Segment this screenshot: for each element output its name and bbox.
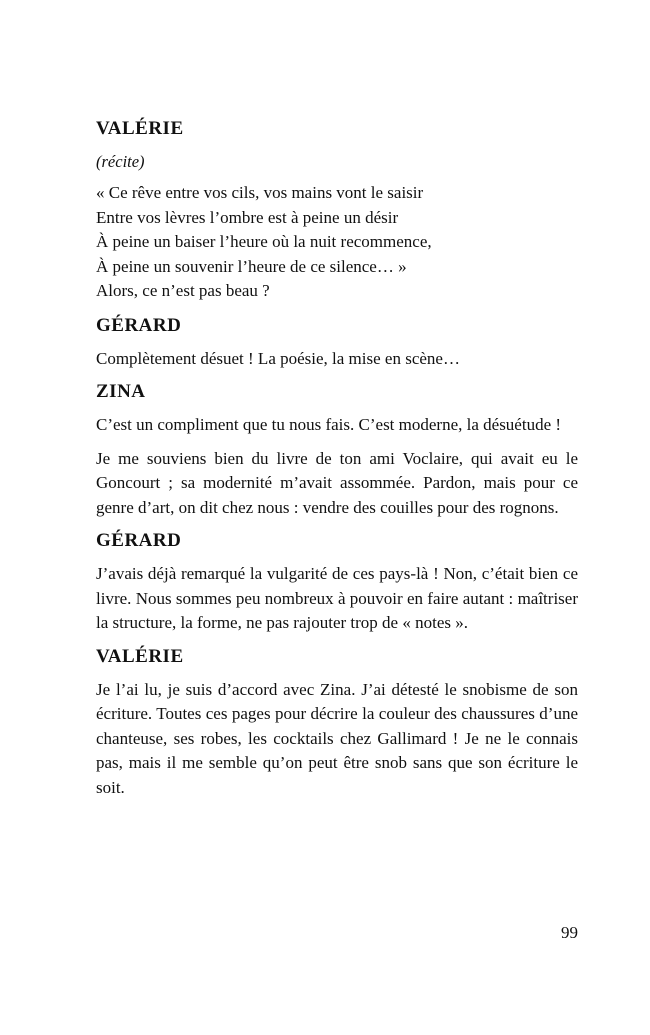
- verse-quote: [96, 181, 578, 304]
- verse-line: Alors, ce n’est pas beau ?: [96, 281, 270, 300]
- dialogue-block-zina: [96, 380, 578, 520]
- dialogue-paragraph: Je l’ai lu, je suis d’accord avec Zina. J’ai détesté le snobisme de son écriture. Toutes ces pages pour décrire la couleur des chaussures d’une chanteuse, ses robes, les cocktails chez Gallimard ! Je ne le connais pas, mais il me semble qu’on peut être snob sans que son écriture le soit.: [96, 679, 578, 797]
- dialogue-block-valerie-2: [96, 645, 578, 801]
- page-body: [96, 117, 578, 809]
- dialogue-block-gerard-1: [96, 314, 578, 372]
- verse-line: À peine un souvenir l’heure de ce silence… »: [96, 256, 407, 276]
- verse-line: Entre vos lèvres l’ombre est à peine un désir: [96, 207, 399, 227]
- verse-line: À peine un baiser l’heure où la nuit recommence,: [96, 232, 432, 251]
- verse-line: « Ce rêve entre vos cils, vos mains vont le saisir: [96, 183, 424, 202]
- dialogue-block-valerie-1: [96, 117, 578, 304]
- dialogue-block-gerard-2: [96, 529, 578, 636]
- dialogue-paragraph: C’est un compliment que tu nous fais. C’est moderne, la désuétude !: [96, 415, 562, 434]
- speaker-name: GÉRARD: [96, 314, 182, 336]
- dialogue-paragraph: Complètement désuet ! La poésie, la mise en scène…: [96, 348, 460, 368]
- stage-direction: (récite): [96, 152, 145, 171]
- dialogue-paragraph: Je me souviens bien du livre de ton ami Voclaire, qui avait eu le Goncourt ; sa modernité m’avait assommée. Pardon, mais pour ce genre d’art, on dit chez nous : vendre des couilles pour des rognons.: [96, 448, 578, 517]
- speaker-name: VALÉRIE: [96, 645, 184, 667]
- speaker-name: VALÉRIE: [96, 118, 184, 139]
- speaker-name: ZINA: [96, 381, 146, 402]
- dialogue-paragraph: J’avais déjà remarqué la vulgarité de ces pays-là ! Non, c’était bien ce livre. Nous sommes peu nombreux à pouvoir en faire autant : maîtriser la structure, la forme, ne pas rajouter trop de « notes ».: [96, 564, 578, 632]
- page-number: 99: [561, 923, 578, 942]
- speaker-name: GÉRARD: [96, 530, 182, 551]
